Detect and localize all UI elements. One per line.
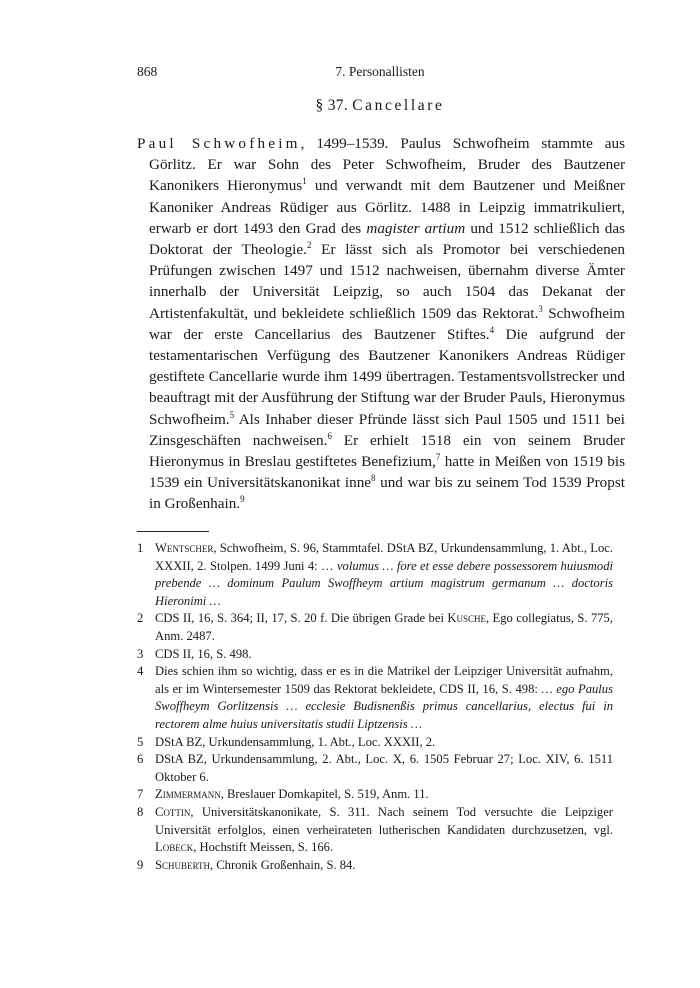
- entry-text: und 1512 schließlich das Doktorat der Theologie.: [149, 219, 625, 259]
- footnote-ref[interactable]: 1: [302, 176, 307, 187]
- footnote-ref[interactable]: 7: [435, 451, 441, 462]
- entry-text: Als Inhaber dieser Pfründe lässt sich Paul 1505 und 1511 bei Zinsgeschäften nachweisen.: [149, 410, 625, 449]
- footnote: [137, 540, 613, 610]
- footnote-ref[interactable]: 8: [371, 473, 376, 484]
- entry-text: Die aufgrund der testamentarischen Verfügung des Bautzener Kanonikers Andreas Rüdiger gestiftete Cancellarie wurde ihm 1499 übertragen. Testamentsvollstrecker und beauftragt mit der Ausführung der Stiftung war der Bruder Pauls, Hieronymus Schwofheim.: [149, 325, 625, 428]
- footnote-number: 6: [137, 752, 144, 767]
- footnote-body: , Breslauer Domkapitel, S. 519, Anm. 11.: [220, 787, 429, 802]
- footnotes: [137, 540, 613, 874]
- footnote-ref[interactable]: 9: [240, 494, 245, 505]
- footnote: [137, 734, 613, 752]
- footnote-body: , Hochstift Meissen, S. 166.: [193, 840, 334, 855]
- footnote-number: 7: [137, 787, 144, 802]
- footnote-number: 5: [137, 734, 144, 749]
- entry-text: und verwandt mit dem Bautzener und Meißner Kanoniker Andreas Rüdiger aus Görlitz. 1488 in Leipzig immatrikuliert, erwarb er dort 1493 den Grad des: [149, 177, 625, 237]
- entry-text: Schwofheim war der erste Cancellarius des Bautzener Stiftes.: [149, 304, 625, 343]
- footnote-ref[interactable]: 4: [489, 324, 495, 335]
- author-name: Lobeck: [155, 840, 194, 855]
- footnote-body: CDS II, 16, S. 364; II, 17, S. 20 f. Die übrigen Grade bei: [155, 611, 448, 626]
- footnote-text: CDS II, 16, S. 498.: [155, 646, 252, 661]
- footnote-quote: … ego Paulus Swoffheym Gorlitzensis … ecclesie Budisnenßis primus cancellarius, electus fui in rectorem alme huius universitatis studii Liptzensis …: [155, 681, 613, 731]
- footnote: [137, 786, 613, 804]
- footnote: [137, 804, 613, 857]
- footnote-ref[interactable]: 6: [327, 430, 332, 441]
- author-name: Wentscher: [155, 541, 214, 555]
- footnote-text: [155, 857, 613, 875]
- footnote-body: , Chronik Großenhain, S. 84.: [209, 857, 356, 872]
- footnote-quote: volumus … fore et esse debere possessorem huiusmodi prebende … dominum Paulum Swoffheym artium magistrum germanum … doctoris Hieronimi …: [155, 558, 613, 608]
- entry-text: Er lässt sich als Promotor bei verschiedenen Prüfungen zwischen 1497 und 1512 nachweisen, übernahm diverse Ämter innerhalb der Universität Leipzig, so auch 1504 das Dekanat der Artistenfakultät, und bekleidete schließlich 1509 das Rektorat.: [149, 241, 625, 322]
- entry-text: hatte in Meißen von 1519 bis 1539 ein Universitätskanonikat inne: [149, 453, 626, 492]
- footnote-number: 1: [137, 541, 144, 555]
- entry-dates: , 1499–1539.: [300, 135, 389, 152]
- section-title: Cancellare: [352, 97, 445, 114]
- footnote: [137, 751, 613, 786]
- footnote-body: , Ego collegiatus, S. 775, Anm. 2487.: [155, 611, 613, 643]
- footnote-text: [155, 786, 613, 804]
- entry-text: Er erhielt 1518 ein von seinem Bruder Hieronymus in Breslau gestiftetes Benefizium,: [149, 431, 625, 471]
- footnote: [137, 857, 613, 875]
- author-name: Zimmermann: [155, 787, 221, 802]
- footnote-body: , Schwofheim, S. 96, Stammtafel. DStA BZ, Urkundensammlung, 1. Abt., Loc. XXXII, 2. Stolpen. 1499 Juni 4: …: [155, 541, 613, 573]
- footnote-text: [155, 804, 613, 857]
- footnote-number: 8: [137, 804, 144, 819]
- running-title: 7. Personallisten: [335, 64, 425, 79]
- footnote: [137, 663, 613, 733]
- author-name: Cottin: [155, 804, 191, 819]
- footnote-ref[interactable]: 2: [306, 239, 312, 250]
- footnote-number: 4: [137, 664, 144, 679]
- footnote-body: , Universitätskanonikate, S. 311. Nach seinem Tod versuchte die Leipziger Universität erfolglos, einen verheirateten lutherischen Kandidaten durchzusetzen, vgl.: [155, 804, 613, 837]
- footnote: [137, 610, 613, 645]
- footnote-text: [155, 610, 613, 645]
- page-number: 868: [137, 64, 158, 79]
- section-number: § 37.: [315, 97, 349, 114]
- author-name: Schuberth: [155, 857, 210, 872]
- footnote-ref[interactable]: 5: [229, 409, 235, 420]
- footnote-text: [155, 540, 613, 610]
- biography-entry: [137, 133, 625, 515]
- footnote-text: DStA BZ, Urkundensammlung, 1. Abt., Loc. XXXII, 2.: [155, 734, 436, 749]
- entry-text: Paulus Schwofheim stammte aus Görlitz. Er war Sohn des Peter Schwofheim, Bruder des Bautzener Kanonikers Hieronymus: [149, 135, 625, 195]
- footnote-rule: [137, 531, 209, 532]
- footnote-text: [155, 663, 613, 733]
- entry-name: Paul Schwofheim: [137, 135, 301, 152]
- footnote-number: 2: [137, 611, 144, 626]
- author-name: Kusche: [447, 611, 486, 626]
- footnote-body: Dies schien ihm so wichtig, dass er es in die Matrikel der Leipziger Universität aufnahm, als er im Wintersemester 1509 das Rektorat bekleidete, CDS II, 16, S. 498:: [155, 664, 613, 696]
- footnote-number: 3: [137, 646, 144, 661]
- section-heading: [0, 97, 700, 115]
- footnote: [137, 646, 613, 664]
- entry-text: und war bis zu seinem Tod 1539 Propst in Großenhain.: [149, 474, 625, 513]
- footnote-ref[interactable]: 3: [538, 303, 543, 314]
- footnote-text: DStA BZ, Urkundensammlung, 2. Abt., Loc. X, 6. 1505 Februar 27; Loc. XIV, 6. 1511 Oktober 6.: [155, 752, 613, 784]
- footnote-number: 9: [137, 857, 144, 872]
- entry-italic: magister artium: [366, 219, 466, 237]
